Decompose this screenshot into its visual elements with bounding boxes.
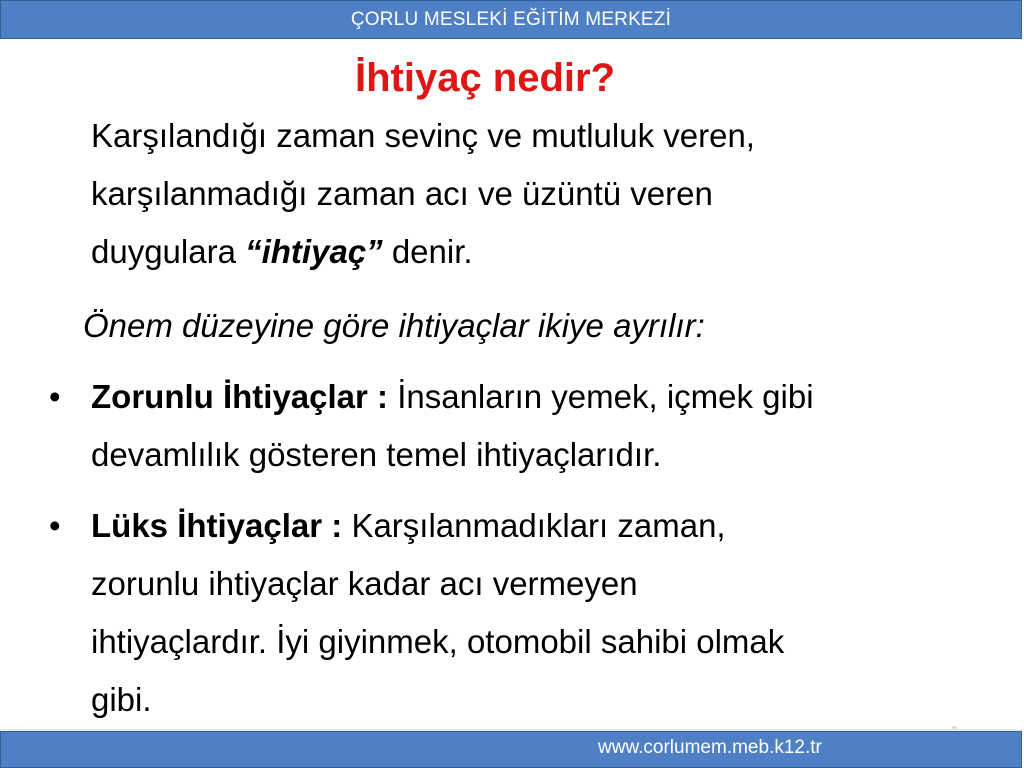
bullet-text: İnsanların yemek, içmek gibi bbox=[397, 378, 814, 415]
bullet-line-2: devamlılık gösteren temel ihtiyaçlarıdır. bbox=[91, 436, 662, 473]
bullet-term: Zorunlu İhtiyaçlar : bbox=[91, 378, 398, 415]
bullet-icon: • bbox=[49, 378, 61, 415]
header-title: ÇORLU MESLEKİ EĞİTİM MERKEZİ bbox=[350, 8, 672, 30]
slide-title: İhtiyaç nedir? bbox=[354, 56, 616, 100]
bullet-line-1 bbox=[91, 497, 1006, 555]
definition-emphasis: “ihtiyaç” bbox=[245, 233, 383, 270]
header-bar bbox=[0, 0, 1022, 39]
subheading: Önem düzeyine göre ihtiyaçlar ikiye ayrılır: bbox=[83, 307, 705, 344]
bullet-line-2: zorunlu ihtiyaçlar kadar acı vermeyen bbox=[91, 565, 638, 602]
bullet-item-zorunlu bbox=[49, 368, 1006, 484]
bullet-text: Karşılanmadıkları zaman, bbox=[351, 507, 726, 544]
footer-bar bbox=[0, 731, 1022, 768]
bullet-term: Lüks İhtiyaçlar : bbox=[91, 507, 352, 544]
bullet-line-3: ihtiyaçlardır. İyi giyinmek, otomobil sahibi olmak bbox=[91, 623, 785, 660]
bullet-item-luks bbox=[49, 497, 1006, 729]
footer-url-link[interactable]: www.corlumem.meb.k12.tr bbox=[598, 737, 822, 758]
bullet-line-4: gibi. bbox=[91, 681, 152, 718]
definition-line-3-start: duygulara bbox=[91, 233, 246, 270]
definition-line-3 bbox=[91, 223, 991, 281]
definition-line-3-end: denir. bbox=[382, 233, 473, 270]
bullet-line-1 bbox=[91, 368, 1006, 426]
definition-line-1: Karşılandığı zaman sevinç ve mutluluk veren, bbox=[91, 117, 755, 154]
bullet-icon: • bbox=[49, 507, 61, 544]
definition-paragraph bbox=[91, 107, 991, 281]
definition-line-2: karşılanmadığı zaman acı ve üzüntü veren bbox=[91, 175, 713, 212]
